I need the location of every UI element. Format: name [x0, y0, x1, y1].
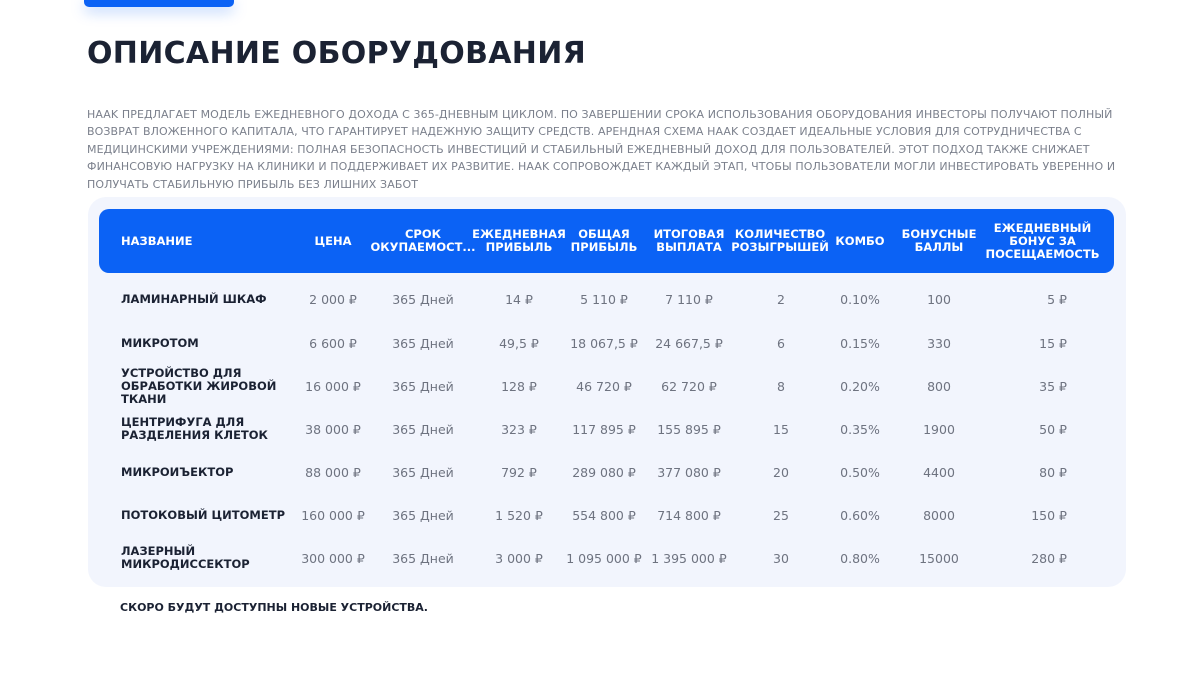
cell-draws-count: 30: [773, 550, 789, 566]
cell-payback-period: 365 Дней: [392, 291, 454, 307]
cell-attendance-bonus: 35 ₽: [1039, 378, 1067, 394]
column-header-payback: СРОК ОКУПАЕМОСТ...: [370, 227, 476, 254]
column-header-daily-profit: ЕЖЕДНЕВНАЯ ПРИБЫЛЬ: [472, 227, 566, 254]
column-header-bonus-points: БОНУСНЫЕ БАЛЛЫ: [901, 227, 977, 254]
page-title: ОПИСАНИЕ ОБОРУДОВАНИЯ: [87, 36, 587, 71]
cell-daily-profit: 792 ₽: [501, 464, 537, 480]
cell-payback-period: 365 Дней: [392, 507, 454, 523]
cell-total-profit: 1 095 000 ₽: [566, 550, 642, 566]
cell-payback-period: 365 Дней: [392, 550, 454, 566]
cell-equipment-name: УСТРОЙСТВО ДЛЯ ОБРАБОТКИ ЖИРОВОЙ ТКАНИ: [121, 365, 277, 406]
top-accent-bar: [84, 0, 234, 7]
cell-bonus-points: 4400: [923, 464, 955, 480]
cell-attendance-bonus: 280 ₽: [1031, 550, 1067, 566]
column-header-draws: КОЛИЧЕСТВО РОЗЫГРЫШЕЙ: [731, 227, 829, 254]
cell-daily-profit: 128 ₽: [501, 378, 537, 394]
cell-combo: 0.60%: [840, 507, 880, 523]
cell-daily-profit: 323 ₽: [501, 421, 537, 437]
cell-price: 160 000 ₽: [301, 507, 365, 523]
cell-final-payout: 24 667,5 ₽: [655, 335, 723, 351]
cell-bonus-points: 8000: [923, 507, 955, 523]
cell-final-payout: 714 800 ₽: [657, 507, 721, 523]
cell-draws-count: 2: [777, 291, 785, 307]
cell-final-payout: 1 395 000 ₽: [651, 550, 727, 566]
cell-payback-period: 365 Дней: [392, 378, 454, 394]
cell-attendance-bonus: 50 ₽: [1039, 421, 1067, 437]
cell-combo: 0.35%: [840, 421, 880, 437]
cell-price: 38 000 ₽: [305, 421, 361, 437]
cell-total-profit: 5 110 ₽: [580, 291, 628, 307]
cell-draws-count: 8: [777, 378, 785, 394]
cell-daily-profit: 14 ₽: [505, 291, 533, 307]
cell-bonus-points: 15000: [919, 550, 959, 566]
cell-combo: 0.80%: [840, 550, 880, 566]
cell-total-profit: 289 080 ₽: [572, 464, 636, 480]
cell-equipment-name: МИКРОТОМ: [121, 335, 199, 350]
column-header-name: НАЗВАНИЕ: [121, 233, 193, 248]
cell-bonus-points: 100: [927, 291, 951, 307]
page-description: HAAK ПРЕДЛАГАЕТ МОДЕЛЬ ЕЖЕДНЕВНОГО ДОХОДА С 365-ДНЕВНЫМ ЦИКЛОМ. ПО ЗАВЕРШЕНИИ СРОКА ИСПОЛЬЗОВАНИЯ ОБОРУДОВАНИЯ ИНВЕСТОРЫ ПОЛУЧАЮТ ПОЛНЫЙ ВОЗВРАТ ВЛОЖЕННОГО КАПИТАЛА, ЧТО ГАРАНТИРУЕТ НАДЕЖНУЮ ЗАЩИТУ СРЕДСТВ. АРЕНДНАЯ СХЕМА HAAK СОЗДАЕТ ИДЕАЛЬНЫЕ УСЛОВИЯ ДЛЯ СОТРУДНИЧЕСТВА С МЕДИЦИНСКИМИ УЧРЕЖДЕНИЯМИ: ПОЛНАЯ БЕЗОПАСНОСТЬ ИНВЕСТИЦИЙ И СТАБИЛЬНЫЙ ЕЖЕДНЕВНЫЙ ДОХОД ДЛЯ ПОЛЬЗОВАТЕЛЕЙ. ЭТОТ ПОДХОД ТАКЖЕ СНИЖАЕТ ФИНАНСОВУЮ НАГРУЗКУ НА КЛИНИКИ И ПОДДЕРЖИВАЕТ ИХ РАЗВИТИЕ. HAAK СОПРОВОЖДАЕТ КАЖДЫЙ ЭТАП, ЧТОБЫ ПОЛЬЗОВАТЕЛИ МОГЛИ ИНВЕСТИРОВАТЬ УВЕРЕННО И ПОЛУЧАТЬ СТАБИЛЬНУЮ ПРИБЫЛЬ БЕЗ ЛИШНИХ ЗАБОТ: [87, 108, 1116, 191]
table-row: [99, 323, 1114, 363]
cell-final-payout: 155 895 ₽: [657, 421, 721, 437]
cell-equipment-name: МИКРОИЪЕКТОР: [121, 464, 234, 479]
cell-price: 300 000 ₽: [301, 550, 365, 566]
table-row: [99, 538, 1114, 578]
cell-final-payout: 377 080 ₽: [657, 464, 721, 480]
cell-draws-count: 20: [773, 464, 789, 480]
cell-payback-period: 365 Дней: [392, 464, 454, 480]
cell-total-profit: 117 895 ₽: [572, 421, 636, 437]
cell-total-profit: 46 720 ₽: [576, 378, 632, 394]
cell-daily-profit: 49,5 ₽: [499, 335, 539, 351]
cell-draws-count: 6: [777, 335, 785, 351]
cell-final-payout: 62 720 ₽: [661, 378, 717, 394]
cell-equipment-name: ЦЕНТРИФУГА ДЛЯ РАЗДЕЛЕНИЯ КЛЕТОК: [121, 415, 268, 442]
cell-price: 88 000 ₽: [305, 464, 361, 480]
cell-attendance-bonus: 150 ₽: [1031, 507, 1067, 523]
table-row: [99, 279, 1114, 319]
cell-price: 6 600 ₽: [309, 335, 357, 351]
cell-bonus-points: 1900: [923, 421, 955, 437]
cell-equipment-name: ПОТОКОВЫЙ ЦИТОМЕТР: [121, 507, 285, 522]
cell-daily-profit: 3 000 ₽: [495, 550, 543, 566]
cell-bonus-points: 330: [927, 335, 951, 351]
cell-equipment-name: ЛАМИНАРНЫЙ ШКАФ: [121, 291, 267, 306]
column-header-attendance-bonus: ЕЖЕДНЕВНЫЙ БОНУС ЗА ПОСЕЩАЕМОСТЬ: [985, 220, 1100, 261]
table-row: [99, 366, 1114, 406]
column-header-total-profit: ОБЩАЯ ПРИБЫЛЬ: [570, 227, 638, 254]
cell-final-payout: 7 110 ₽: [665, 291, 713, 307]
cell-attendance-bonus: 5 ₽: [1047, 291, 1067, 307]
cell-total-profit: 18 067,5 ₽: [570, 335, 638, 351]
cell-payback-period: 365 Дней: [392, 335, 454, 351]
table-row: [99, 495, 1114, 535]
table-row: [99, 409, 1114, 449]
cell-price: 16 000 ₽: [305, 378, 361, 394]
cell-draws-count: 15: [773, 421, 789, 437]
cell-attendance-bonus: 80 ₽: [1039, 464, 1067, 480]
table-row: [99, 452, 1114, 492]
cell-equipment-name: ЛАЗЕРНЫЙ МИКРОДИССЕКТОР: [121, 544, 250, 571]
cell-draws-count: 25: [773, 507, 789, 523]
cell-combo: 0.20%: [840, 378, 880, 394]
column-header-price: ЦЕНА: [314, 233, 352, 248]
cell-price: 2 000 ₽: [309, 291, 357, 307]
cell-daily-profit: 1 520 ₽: [495, 507, 543, 523]
cell-bonus-points: 800: [927, 378, 951, 394]
cell-combo: 0.15%: [840, 335, 880, 351]
footnote-text: СКОРО БУДУТ ДОСТУПНЫ НОВЫЕ УСТРОЙСТВА.: [120, 601, 428, 614]
column-header-combo: КОМБО: [835, 233, 885, 248]
cell-total-profit: 554 800 ₽: [572, 507, 636, 523]
cell-combo: 0.50%: [840, 464, 880, 480]
cell-combo: 0.10%: [840, 291, 880, 307]
cell-attendance-bonus: 15 ₽: [1039, 335, 1067, 351]
column-header-final-payout: ИТОГОВАЯ ВЫПЛАТА: [653, 227, 725, 254]
cell-payback-period: 365 Дней: [392, 421, 454, 437]
